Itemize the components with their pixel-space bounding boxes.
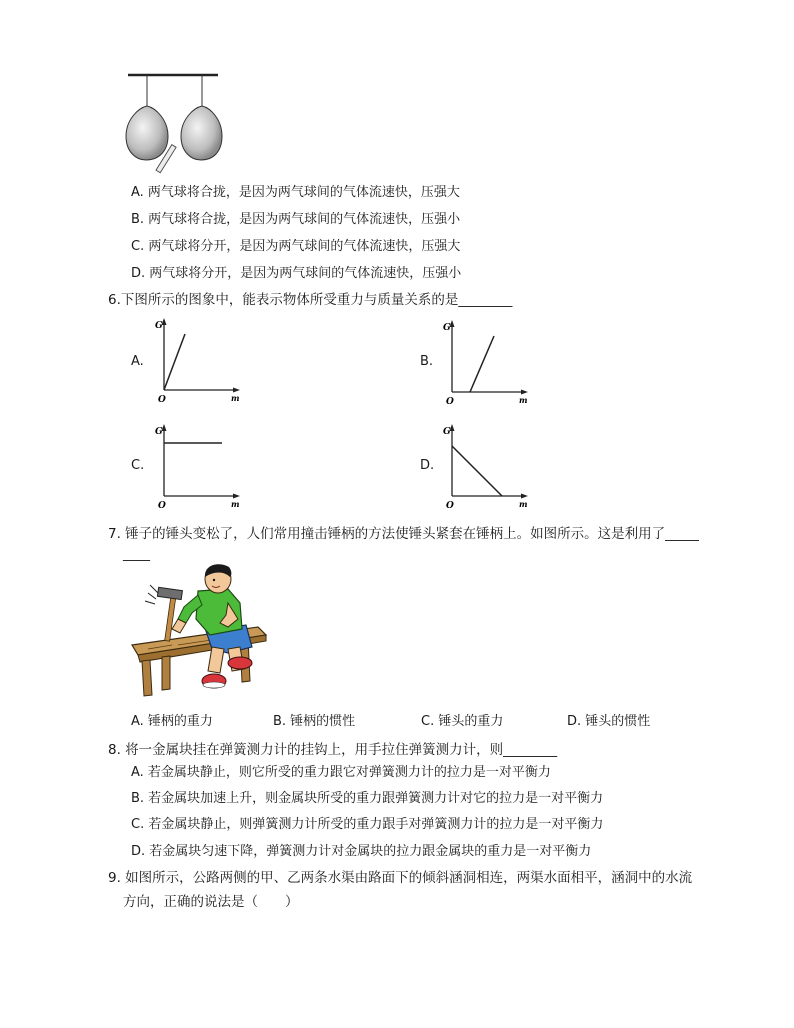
balloon-left [126,106,168,160]
graph-a-m-label: m [231,393,240,403]
graph-b-g-label: G [443,323,451,333]
q7-option-a: A. 锤柄的重力 [131,714,213,729]
balloons-figure [118,68,228,178]
graph-c-origin: O [158,501,166,510]
graph-a-label: A. [131,354,144,369]
graph-a-origin: O [158,395,166,404]
q7-option-b: B. 锤柄的惯性 [273,714,356,729]
graph-c [152,422,246,510]
hammer-bench-figure [128,563,270,703]
graph-b-origin: O [446,397,454,406]
q5-option-b: B. 两气球将合拢，是因为两气球间的气体流速快，压强小 [131,212,461,227]
q9-stem: 9. 如图所示，公路两侧的甲、乙两条水渠由路面下的倾斜涵洞相连，两渠水面相平，涵洞中的水流 [108,870,693,886]
graph-d-m-label: m [519,499,528,509]
q7-stem: 7. 锤子的锤头变松了，人们常用撞击锤柄的方法使锤头紧套在锤柄上。如图所示。这是利用了_____ [108,526,699,542]
graph-d-label: D. [420,458,435,473]
q9-stem-continued: 方向，正确的说法是（ ） [123,894,299,910]
graph-d [440,422,534,510]
graph-a [152,316,246,404]
q5-option-a: A. 两气球将合拢，是因为两气球间的气体流速快，压强大 [131,185,460,200]
q7-option-c: C. 锤头的重力 [421,714,504,729]
q7-option-d: D. 锤头的惯性 [567,714,651,729]
graph-d-origin: O [446,501,454,510]
q5-option-c: C. 两气球将分开，是因为两气球间的气体流速快，压强大 [131,239,461,254]
graph-b-line [470,336,494,392]
q8-option-a: A. 若金属块静止，则它所受的重力跟它对弹簧测力计的拉力是一对平衡力 [131,765,551,780]
q8-option-b: B. 若金属块加速上升，则金属块所受的重力跟弹簧测力计对它的拉力是一对平衡力 [131,791,604,806]
q7-stem-continued: ____ [123,546,150,562]
person [157,564,252,688]
balloon-right [181,106,222,160]
graph-d-g-label: G [443,427,451,437]
graph-c-g-label: G [155,427,163,437]
q8-option-c: C. 若金属块静止，则弹簧测力计所受的重力跟手对弹簧测力计的拉力是一对平衡力 [131,817,604,832]
graph-c-m-label: m [231,499,240,509]
impact-lines [145,585,158,604]
graph-c-label: C. [131,458,145,473]
q6-stem: 6.下图所示的图象中，能表示物体所受重力与质量关系的是________ [108,292,513,308]
graph-b-m-label: m [519,395,528,405]
graph-a-g-label: G [155,321,163,331]
q8-stem: 8. 将一金属块挂在弹簧测力计的挂钩上，用手拉住弹簧测力计，则________ [108,742,558,758]
q5-option-d: D. 两气球将分开，是因为两气球间的气体流速快，压强小 [131,266,462,281]
q8-option-d: D. 若金属块匀速下降，弹簧测力计对金属块的拉力跟金属块的重力是一对平衡力 [131,844,592,859]
graph-a-line [164,334,185,390]
graph-d-line [452,446,502,496]
graph-b-label: B. [420,354,434,369]
graph-b [440,318,534,406]
